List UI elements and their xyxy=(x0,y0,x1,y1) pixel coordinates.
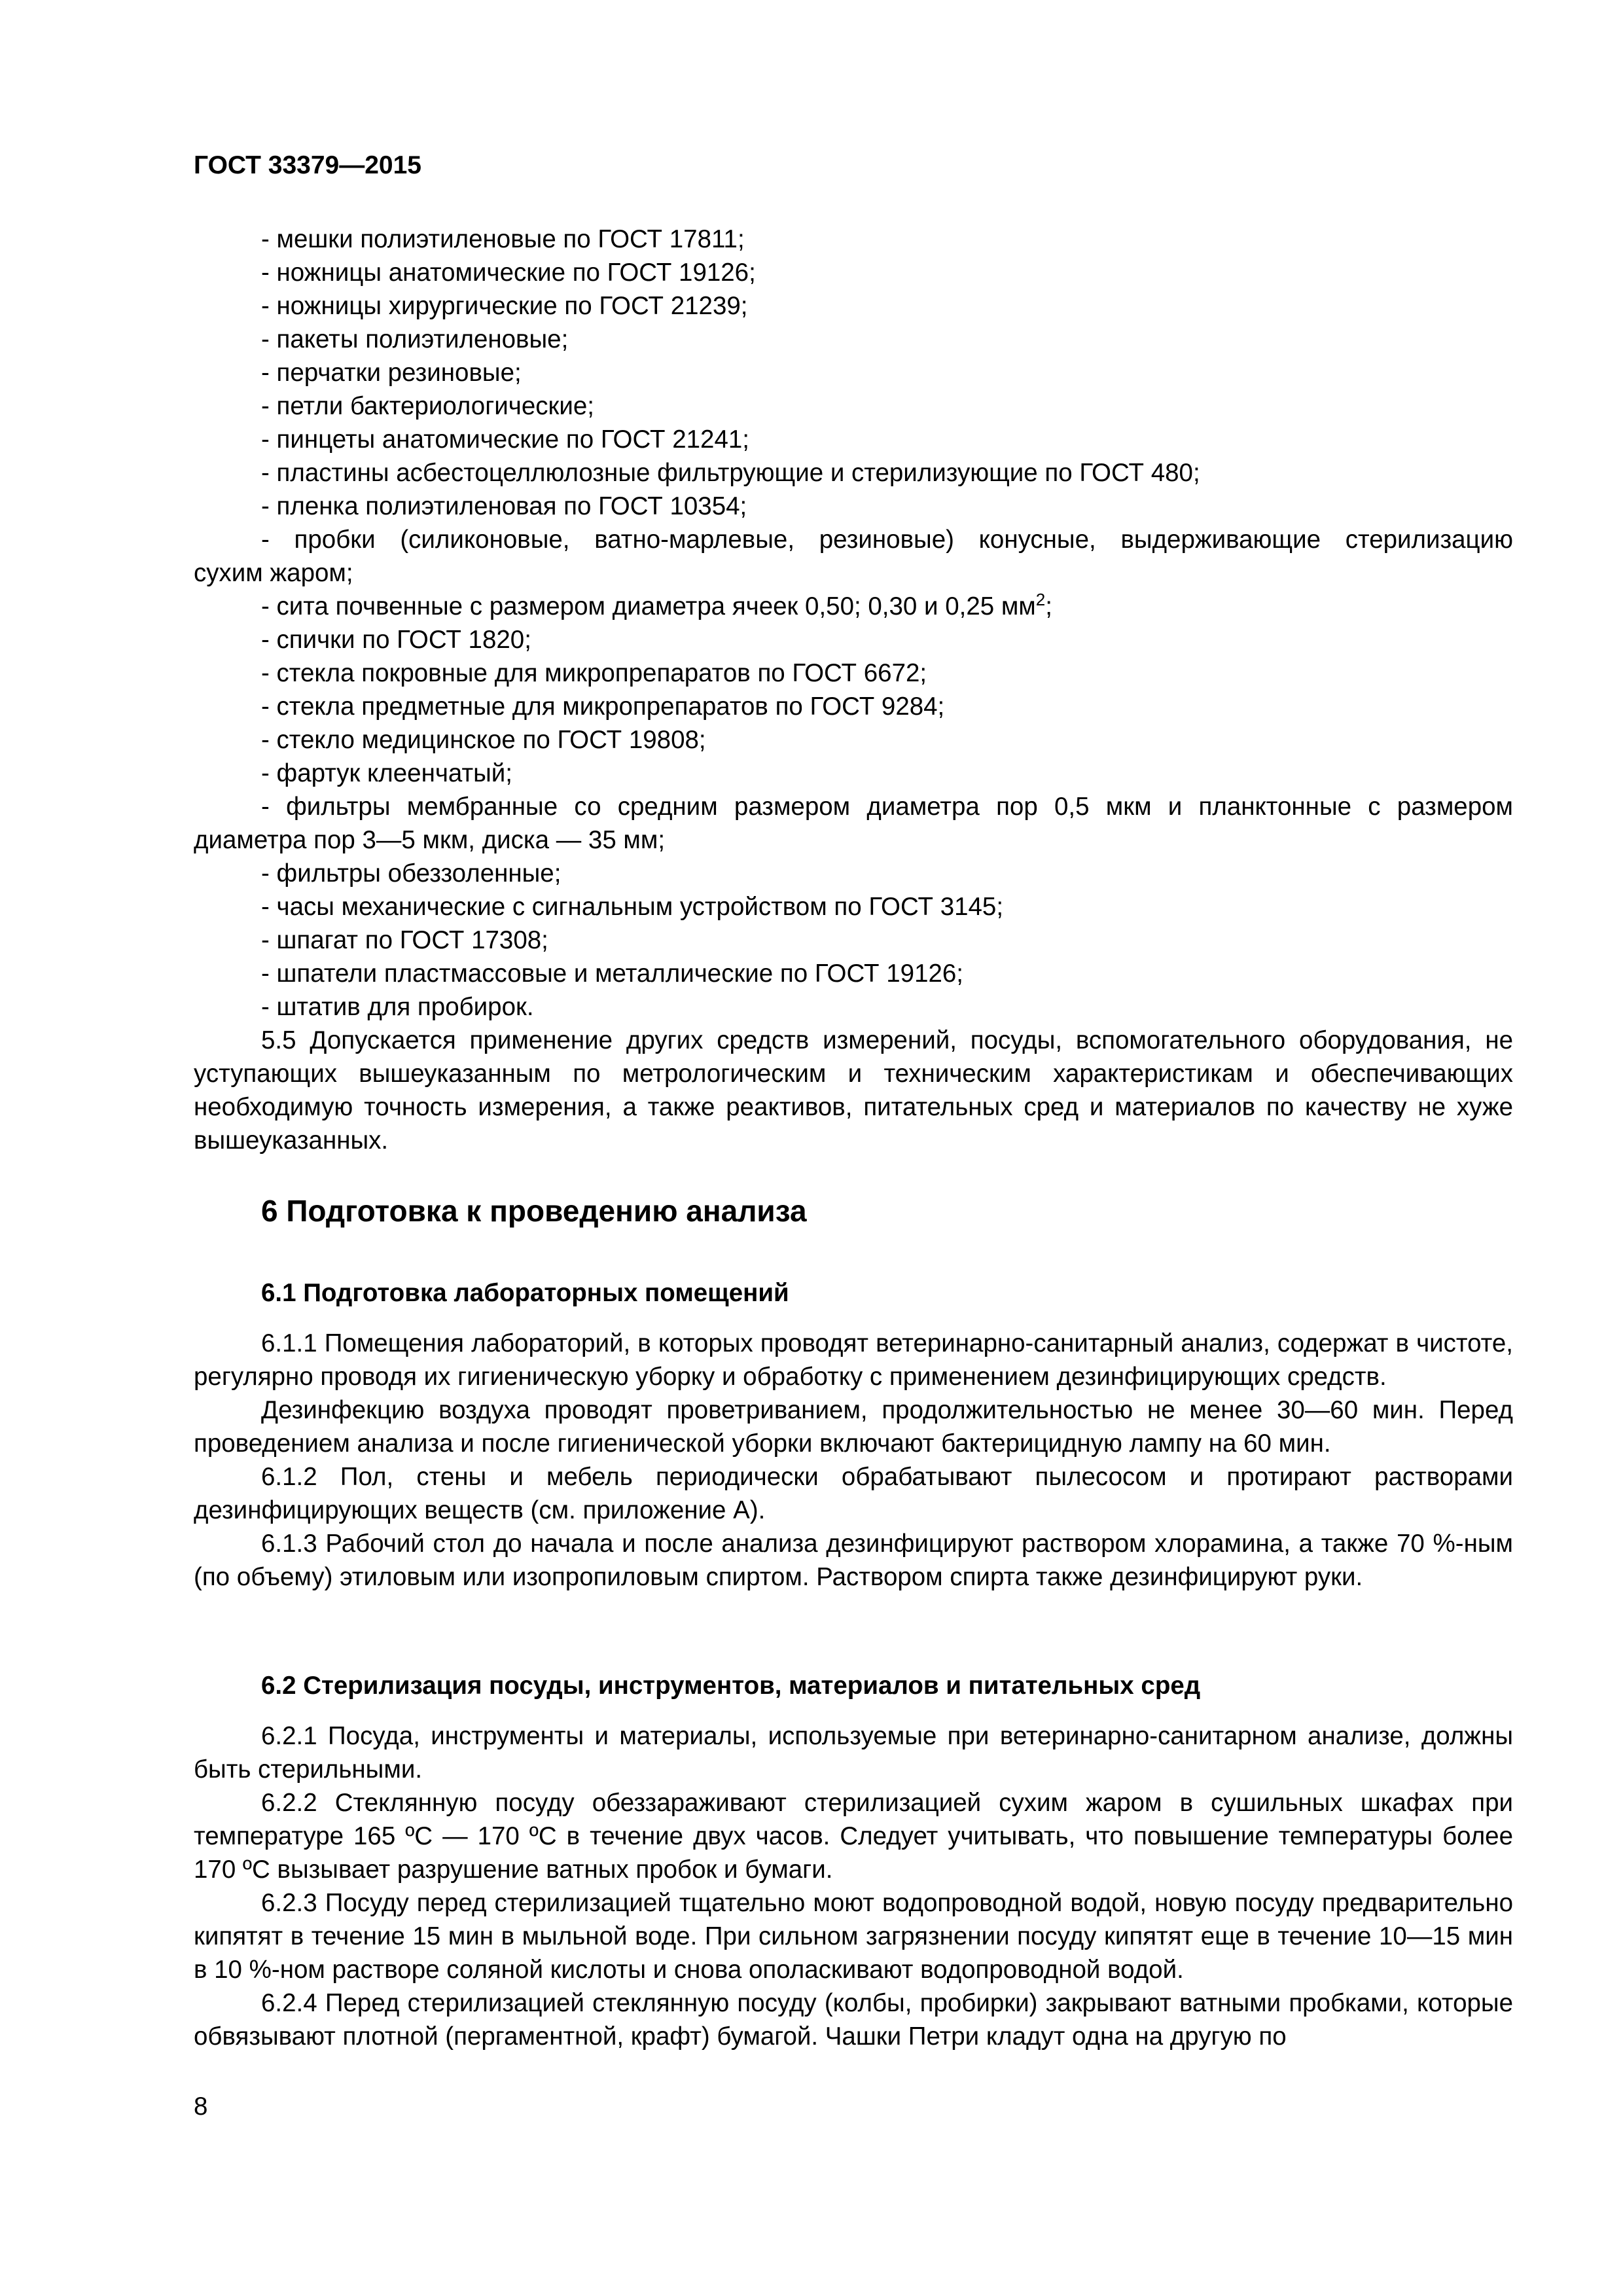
equipment-list xyxy=(194,223,1513,1157)
list-item: - пинцеты анатомические по ГОСТ 21241; xyxy=(261,425,749,454)
superscript-two: 2 xyxy=(1035,590,1046,610)
paragraph-6-1-2: 6.1.2 Пол, стены и мебель периодически обрабатывают пылесосом и протирают растворами дезинфицирующих веществ (см. приложение А). xyxy=(194,1463,1513,1524)
list-item: - ножницы анатомические по ГОСТ 19126; xyxy=(261,259,756,287)
list-item: - перчатки резиновые; xyxy=(261,359,522,387)
list-item: - шпагат по ГОСТ 17308; xyxy=(261,926,548,954)
section-6-2-title: 6.2 Стерилизация посуды, инструментов, материалов и питательных сред xyxy=(261,1672,1201,1700)
paragraph-6-2-2: 6.2.2 Стеклянную посуду обеззараживают стерилизацией сухим жаром в сушильных шкафах при температуре 165 ºС — 170 ºС в течение двух часов. Следует учитывать, что повышение температуры более 170 ºС вызывает разрушение ватных пробок и бумаги. xyxy=(194,1789,1513,1884)
paragraph-6-2-1: 6.2.1 Посуда, инструменты и материалы, используемые при ветеринарно-санитарном анализе, должны быть стерильными. xyxy=(194,1722,1513,1784)
list-item: - стекла предметные для микропрепаратов по ГОСТ 9284; xyxy=(261,692,945,721)
section-6-title: 6 Подготовка к проведению анализа xyxy=(261,1194,807,1228)
list-item: - штатив для пробирок. xyxy=(261,993,534,1021)
paragraph-6-2-3: 6.2.3 Посуду перед стерилизацией тщательно моют водопроводной водой, новую посуду предварительно кипятят в течение 15 мин в мыльной воде. При сильном загрязнении посуду кипятят еще в течение 10—15 мин в 10 %-ном растворе соляной кислоты и снова ополаскивают водопроводной водой. xyxy=(194,1889,1513,1984)
list-item: - шпатели пластмассовые и металлические по ГОСТ 19126; xyxy=(261,960,963,988)
list-item: - стекла покровные для микропрепаратов по ГОСТ 6672; xyxy=(261,659,927,687)
section-6-1-body xyxy=(194,1327,1513,1594)
list-item: - петли бактериологические; xyxy=(261,392,594,420)
list-item-sieves-end: ; xyxy=(1045,592,1052,620)
document-header: ГОСТ 33379—2015 xyxy=(194,151,421,179)
list-item: - спички по ГОСТ 1820; xyxy=(261,626,531,654)
list-item: - пленка полиэтиленовая по ГОСТ 10354; xyxy=(261,492,747,520)
list-item-sieves xyxy=(194,590,1513,623)
paragraph-6-2-4: 6.2.4 Перед стерилизацией стеклянную посуду (колбы, пробирки) закрывают ватными пробками, которые обвязывают плотной (пергаментной, крафт) бумагой. Чашки Петри кладут одна на другую по xyxy=(194,1989,1513,2051)
section-6-1-title: 6.1 Подготовка лабораторных помещений xyxy=(261,1279,789,1307)
list-item-sieves-text: - сита почвенные с размером диаметра ячеек 0,50; 0,30 и 0,25 мм xyxy=(261,592,1036,620)
list-item: - ножницы хирургические по ГОСТ 21239; xyxy=(261,292,748,320)
paragraph-6-1-1: 6.1.1 Помещения лабораторий, в которых проводят ветеринарно-санитарный анализ, содержат в чистоте, регулярно проводя их гигиеническую уборку и обработку с применением дезинфицирующих средств. xyxy=(194,1329,1513,1391)
paragraph-5-5: 5.5 Допускается применение других средств измерений, посуды, вспомогательного оборудования, не уступающих вышеуказанным по метрологическим и техническим характеристикам и обеспечивающих необходимую точность измерения, а также реактивов, питательных сред и материалов по качеству не хуже вышеуказанных. xyxy=(194,1026,1513,1155)
page-number: 8 xyxy=(194,2092,208,2121)
list-item: - фартук клеенчатый; xyxy=(261,759,512,787)
list-item: - фильтры обеззоленные; xyxy=(261,859,562,888)
section-6-1-heading xyxy=(194,1276,1513,1310)
list-item: - пакеты полиэтиленовые; xyxy=(261,325,569,353)
list-item-filters-line2: диаметра пор 3—5 мкм, диска — 35 мм; xyxy=(194,826,666,854)
list-item: - пластины асбестоцеллюлозные фильтрующие и стерилизующие по ГОСТ 480; xyxy=(261,459,1200,487)
list-item-plugs-line2: сухим жаром; xyxy=(194,559,353,587)
paragraph-disinfection-air: Дезинфекцию воздуха проводят проветриванием, продолжительностью не менее 30—60 мин. Перед проведением анализа и после гигиенической уборки включают бактерицидную лампу на 60 мин. xyxy=(194,1396,1513,1458)
section-6-2-body xyxy=(194,1719,1513,2053)
section-6-2-heading xyxy=(194,1669,1513,1702)
list-item-filters xyxy=(194,790,1513,857)
list-item-filters-line1: - фильтры мембранные со средним размером диаметра пор 0,5 мкм и планктонные с размером xyxy=(261,793,1513,821)
list-item-plugs-line1: - пробки (силиконовые, ватно-марлевые, резиновые) конусные, выдерживающие стерилизацию xyxy=(261,526,1513,554)
list-item: - часы механические с сигнальным устройством по ГОСТ 3145; xyxy=(261,893,1004,921)
list-item: - стекло медицинское по ГОСТ 19808; xyxy=(261,726,706,754)
paragraph-6-1-3: 6.1.3 Рабочий стол до начала и после анализа дезинфицируют раствором хлорамина, а также 70 %-ным (по объему) этиловым или изопропиловым спиртом. Раствором спирта также дезинфицируют руки. xyxy=(194,1530,1513,1591)
list-item-plugs xyxy=(194,523,1513,590)
list-item: - мешки полиэтиленовые по ГОСТ 17811; xyxy=(261,225,745,253)
